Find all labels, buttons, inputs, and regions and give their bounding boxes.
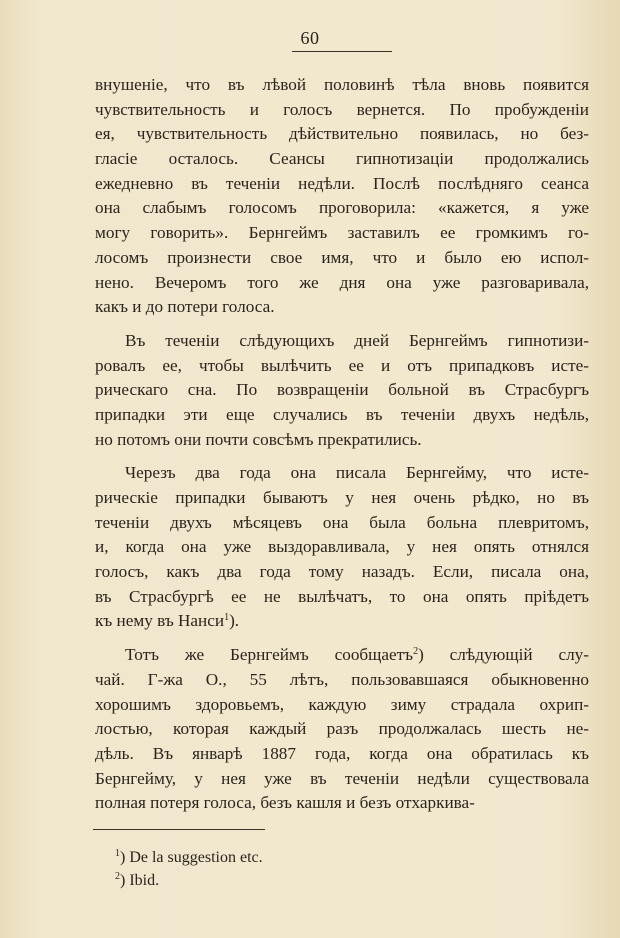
text-line-content: лостью, которая каждый разъ продолжалась шесть не- [95,719,589,739]
text-line-content: въ Страсбургѣ ее не вылѣчатъ, то она опять пріѣдетъ [95,586,589,606]
text-line [95,767,589,792]
text-line [95,221,589,246]
footnote-mark: 1 [115,848,120,859]
text-line-content: но потомъ они почти совсѣмъ прекратились. [95,429,422,449]
text-line-content: какъ и до потери голоса. [95,297,275,317]
text-line-content: ея, чувствительность дѣйствительно появилась, но без- [95,124,589,144]
text-line-content: гласіе осталось. Сеансы гипнотизаціи продолжались [95,149,589,169]
text-line-content: ежедневно въ теченіи недѣли. Послѣ послѣдняго сеанса [95,173,589,193]
text-line-content: къ нему въ Нанси [95,611,225,631]
footnote-rule [93,829,265,830]
text-line-content: Тотъ же Бернгеймъ сообщаетъ [125,645,414,665]
text-line-content: Въ теченіи слѣдующихъ дней Бернгеймъ гипнотизи- [125,330,589,350]
text-line [95,693,589,718]
text-line-content: припадки эти еще случались въ теченіи двухъ недѣль, [95,404,589,424]
footnote-text: ) Ibid. [120,872,160,889]
paragraph-gap [95,452,589,461]
text-line [95,403,589,428]
text-line-content: Черезъ два года она писала Бернгейму, что исте- [125,463,589,483]
paragraph-gap [95,320,589,329]
body-text [95,73,589,816]
text-line-content: хорошимъ здоровьемъ, каждую зиму страдала охрип- [95,694,589,714]
footnote-ref: 2 [413,646,419,658]
text-line-content: могу говорить». Бернгеймъ заставилъ ее громкимъ го- [95,223,589,243]
footnote-mark: 2 [115,871,120,882]
text-line [95,560,589,585]
page-number: 60 [300,28,320,48]
text-line-content: ровалъ ее, чтобы вылѣчить ее и отъ припадковъ исте- [95,355,589,375]
text-line [95,147,589,172]
text-line [95,378,589,403]
text-line-content: дѣль. Въ январѣ 1887 года, когда она обратилась къ [95,743,589,763]
text-line [95,98,589,123]
text-line-content: голосъ, какъ два года тому назадъ. Если, писала она, [95,562,589,582]
text-line [95,354,589,379]
footnotes [115,846,263,892]
text-line [95,535,589,560]
text-line-tail: ). [229,611,240,631]
text-line-content: рическаго сна. По возвращеніи больной въ Страсбургъ [95,380,589,400]
text-line [95,172,589,197]
text-line-content: лосомъ произнести свое имя, что и было ею испол- [95,247,589,267]
text-line [95,609,589,634]
footnote [115,846,263,869]
text-line [95,742,589,767]
text-line [95,329,589,354]
header-rule [292,51,392,52]
text-line-content: чувствительность и голосъ вернется. По пробужденіи [95,99,589,119]
text-line [95,643,589,668]
paragraph-gap [95,634,589,643]
text-line-content: полная потеря голоса, безъ кашля и безъ отхаркива- [95,793,475,813]
text-line-tail: ) слѣдующій слу- [418,645,590,665]
text-line-content: чай. Г-жа О., 55 лѣтъ, пользовавшаяся обыкновенно [95,669,589,689]
text-line [95,246,589,271]
paragraph [95,329,589,452]
text-line [95,196,589,221]
text-line-content: теченіи двухъ мѣсяцевъ она была больна плевритомъ, [95,512,589,532]
text-line [95,717,589,742]
text-line [95,585,589,610]
text-line-content: рическіе припадки бываютъ у нея очень рѣдко, но въ [95,488,589,507]
text-line [95,271,589,296]
text-line-content: Бернгейму, у нея уже въ теченіи недѣли существовала [95,768,589,788]
text-line [95,73,589,98]
paragraph [95,643,589,816]
text-line [95,295,589,320]
text-line-content: и, когда она уже выздоравливала, у нея опять отнялся [95,537,589,557]
text-line-content: нено. Вечеромъ того же дня она уже разговаривала, [95,272,589,292]
footnote-ref: 1 [224,612,230,624]
paragraph [95,461,589,634]
text-line-content: она слабымъ голосомъ проговорила: «кажется, я уже [95,198,589,218]
text-line [95,668,589,693]
text-line [95,461,589,486]
text-line [95,122,589,147]
paragraph [95,73,589,320]
footnote-text: ) De la suggestion etc. [120,849,263,866]
text-line [95,791,589,816]
text-line [95,486,589,511]
text-line [95,428,589,453]
text-line-content: внушеніе, что въ лѣвой половинѣ тѣла вновь появится [95,75,589,94]
text-line [95,511,589,536]
footnote [115,869,263,892]
